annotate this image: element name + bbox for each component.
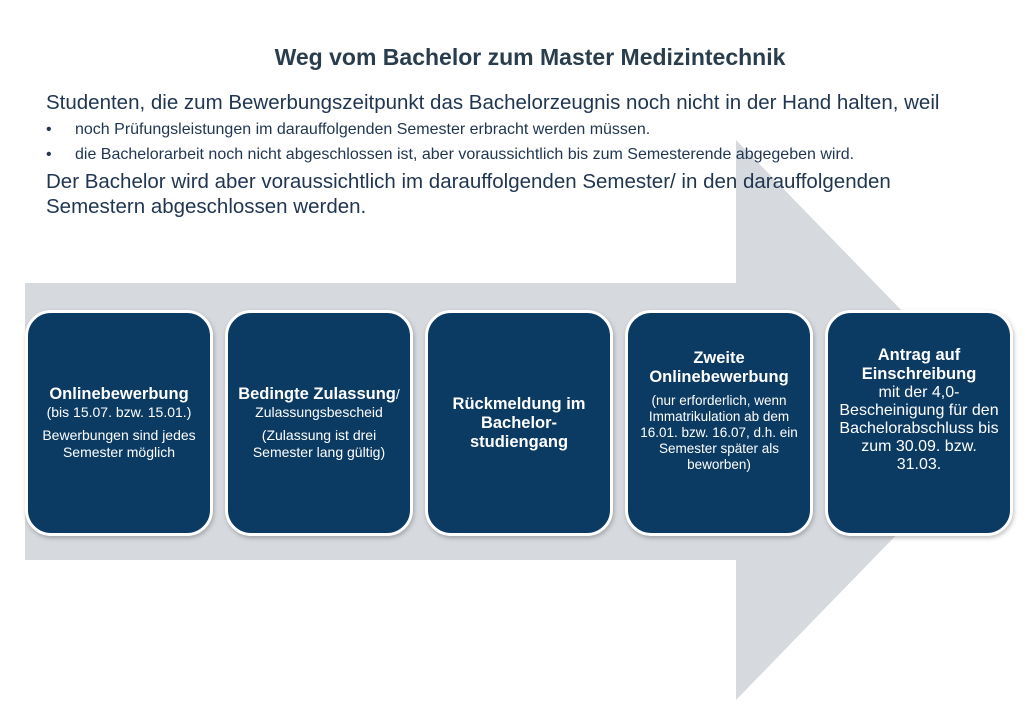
step-note: (Zulassung ist drei Semester lang gültig) — [252, 427, 386, 460]
step-conditional-admission — [225, 310, 413, 536]
bullet-icon: • — [46, 146, 52, 163]
step-second-online-application — [625, 310, 813, 536]
step-heading-slash: / — [395, 386, 400, 402]
step-subheading: Zulassungsbescheid — [255, 404, 383, 420]
bullet-icon: • — [46, 121, 52, 138]
step-heading: Rückmeldung im Bachelor-studiengang — [452, 394, 586, 451]
reason-item — [46, 142, 986, 167]
step-re-registration — [425, 310, 613, 536]
step-deadline: (bis 15.07. bzw. 15.01.) — [46, 404, 192, 420]
step-heading: Zweite Onlinebewerbung — [649, 349, 789, 386]
step-heading: Antrag auf Einschreibung — [861, 346, 977, 383]
step-body: mit der 4,0-Bescheinigung für den Bachelorabschluss bis zum 30.09. bzw. 31.03. — [839, 384, 999, 473]
reason-text: die Bachelorarbeit noch nicht abgeschlossen ist, aber voraussichtlich bis zum Semesterende abgegeben wird. — [75, 146, 855, 163]
reason-text: noch Prüfungsleistungen im darauffolgenden Semester erbracht werden müssen. — [75, 121, 651, 138]
intro-text-block — [46, 90, 986, 219]
step-heading: Onlinebewerbung — [49, 385, 189, 403]
page-title: Weg vom Bachelor zum Master Medizintechnik — [274, 44, 786, 70]
step-note: (nur erforderlich, wenn Immatrikulation ab dem 16.01. bzw. 16.07, d.h. ein Semester später als beworben) — [640, 393, 798, 472]
step-note: Bewerbungen sind jedes Semester möglich — [42, 427, 196, 460]
step-enrollment-request — [825, 310, 1013, 536]
process-steps — [25, 310, 1015, 536]
reason-list — [46, 117, 986, 167]
step-heading-text: Bedingte Zulassung — [238, 385, 396, 403]
outro-paragraph: Der Bachelor wird aber voraussichtlich im darauffolgenden Semester/ in den darauffolgenden Semestern abgeschlossen werden. — [46, 170, 891, 218]
reason-item — [46, 117, 986, 142]
step-online-application — [25, 310, 213, 536]
intro-paragraph: Studenten, die zum Bewerbungszeitpunkt das Bachelorzeugnis noch nicht in der Hand halten, weil — [46, 91, 940, 114]
step-heading — [238, 385, 400, 404]
